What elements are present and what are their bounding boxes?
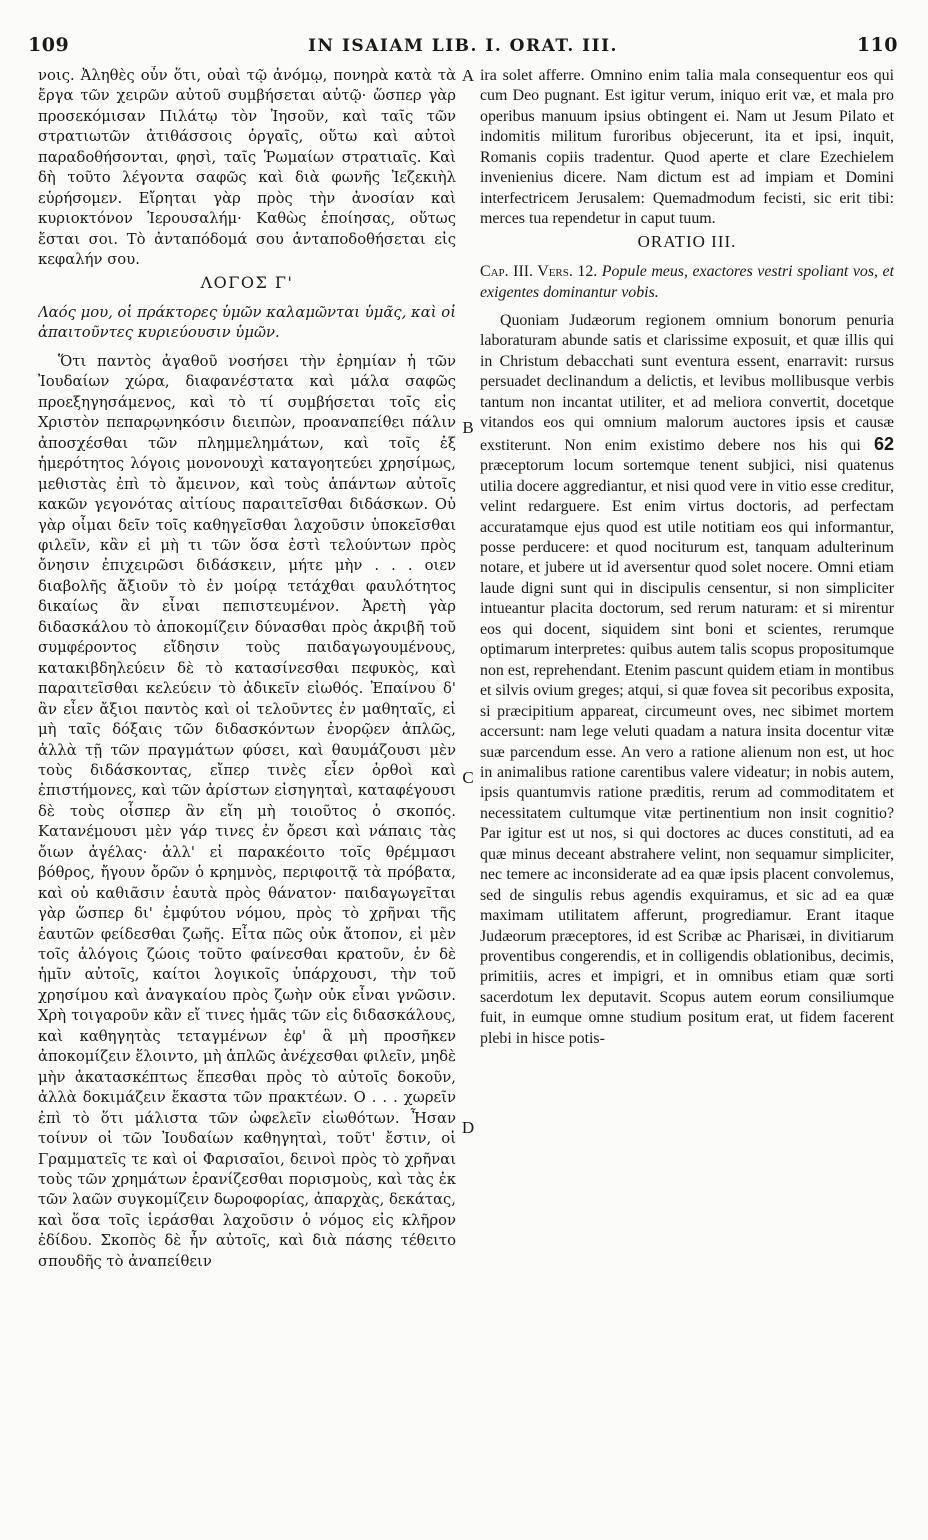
latin-paragraph-2-part-a: Quoniam Judæorum regionem omnium bonorum penuria laboraturam abunde satis et clarissime exposuit, et quæ illis qui in Christum debacchati sunt eventura essent, enarravit: rursus persuadet declinandum a delictis, et levibus mollibusque verbis tantum non incantat utiliter, et ad meliora convertit, docetque vitandos eos qui omnium malorum auctores ipsis et causæ exstiterunt. Non enim existimo debere nos his qui — [480, 311, 894, 454]
latin-paragraph-2-part-b: præceptorum locum sortemque tenent subjici, nisi quatenus utilia docere aggrediantur, et nisi quod vere in vitio esse creditur, velint redarguere. Est enim virtus doctoris, ad perfectam accuratamque ejus quod est utile notitiam eos qui informantur, posse perducere: et quod nociturum est, tanquam adulterinum notare, et jubere ut id aversentur quod solet nocere. Omni etiam laude digni sunt qui in discipulis censentur, si non simpliciter intueantur placita doctorum, sed rerum naturam: et si mirentur eos qui docent, siquidem sint boni et scientes, rerumque optimarum interpretes: quibus autem talis scopus propositumque non est, reprehendant. Etenim pascunt quidem etiam in montibus et silvis ovium greges; atqui, si quæ fovea sit pecoribus exposita, si præcipitium appareat, circumeunt oves, nec sibimet mortem accersunt: nam lege veluti quadam a natura insita docentur vitæ suæ parcendum esse. An vero a ratione alienum non est, ut hoc in animalibus ratione carentibus valere videatur; in nobis autem, ipsis quantumvis ratione præditis, rerum ad commoditatem et necessitatem cultumque vitæ pertinentium non insit cognitio? Par igitur est ut nos, si qui doctores ac duces constituti, ad ea quæ minus deceant abstrahere velint, non sequamur simpliciter, nec temere ac inconsiderate ad ea quæ ipsis placent convolemus, sed de singulis rebus agendis exquiramus, et sic ad ea quæ maximam utilitatem afferunt, progrediamur. Erant itaque Judæorum præceptores, id est Scribæ ac Pharisæi, in divitiarum proventibus congerendis, et in colligendis oblationibus, decimis, primitiis, acres et impigri, et in omnibus etiam quæ sorti sacerdotum lex deputavit. Scopus autem eorum consiliumque fuit, in eumque omne studium positum erat, ut fidem facerent plebi in hisce potis- — [480, 457, 894, 1047]
latin-column — [480, 66, 894, 1500]
latin-lemma-reference: Cap. III. Vers. 12. — [480, 263, 598, 281]
greek-column — [38, 66, 456, 1500]
margin-marker-d: D — [461, 1118, 475, 1137]
running-title: IN ISAIAM LIB. I. ORAT. III. — [308, 36, 618, 56]
margin-marker-a: A — [461, 66, 475, 85]
page-number-right: 110 — [856, 34, 898, 56]
latin-paragraph-2 — [480, 311, 894, 1049]
greek-oration-heading: ΛΟΓΟΣ Γ' — [200, 272, 294, 292]
latin-paragraph-1: ira solet afferre. Omnino enim talia mala consequentur eos qui cum Deo pugnant. Est igitur verum, iniquo erit væ, et mala pro operibus manuum ipsius obtingent ei. Nam ut Jesum Pilato et indomitis militum furoribus objecerunt, ita et ipsi, inquit, Romanis copiis tradentur. Quod aperte et clare Ezechielem invenienius dicere. Nam dictum est ad impiam et Domini interfectricem Jerusalem: Quemadmodum fecisti, sic erit tibi: merces tua rependetur in caput tuum. — [480, 67, 894, 228]
latin-oration-heading: ORATIO III. — [637, 231, 737, 251]
page-number-left: 109 — [28, 34, 70, 56]
margin-marker-c: C — [462, 768, 474, 787]
greek-paragraph-2: Ὅτι παντὸς ἀγαθοῦ νοσήσει τὴν ἐρημίαν ἡ τῶν Ἰουδαίων χώρα, διαφανέστατα καὶ μάλα σαφῶς προεξηγησάμενος, καὶ τὸ τί συμβήσεται τοῖς εἰς Χριστὸν πεπαρῳνηκόσιν διειπὼν, προαναπείθει πάλιν ἀποσχέσθαι τῶν πλημμελημάτων, καὶ τοῖς ἐξ ἡμερότητος λόγοις μονονουχὶ καταγοητεύει χρησίμως, μεθιστὰς ἐπὶ τὸ ἄμεινον, καὶ τοὺς ἁπάντων αὐτοῖς κακῶν γεγονότας αἰτίους παραιτεῖσθαι διδάσκων. Οὐ γὰρ οἶμαι δεῖν τοῖς καθηγεῖσθαι λαχοῦσιν ὑποκεῖσθαι φιλεῖν, κἂν εἰ μὴ τι τῶν ὅσα ἐστὶ τελούντων πρὸς ὄνησιν ἐπιχειρῶσι διδάσκειν, μήτε μὴν . . . οιεν διαβολῆς ἄξιοῦν τὸ ἐν μοίρᾳ τετάχθαι φαυλότητος δικαίως ἂν εἶναι πεπιστευμένον. Ἀρετὴ γὰρ διδασκάλου τὸ ἀποκομίζειν δύνασθαι πρὸς ἀκριβῆ τοῦ συμφέροντος εἴδησιν τοὺς παιδαγωγουμένους, κατακιβδηλεύειν δὲ τὸ κατασίνεσθαι πεφυκὸς, καὶ παραιτεῖσθαι κελεύειν τὸ ἀδικεῖν εἰωθός. Ἐπαίνου δ' ἂν εἶεν ἄξιοι παντὸς καὶ οἱ τελοῦντες ἐν μαθηταῖς, εἰ μὴ ταῖς δόξαις τῶν διδασκόντων ἐνορῷεν ἁπλῶς, ἀλλὰ τῇ τῶν πραγμάτων φύσει, καὶ θαυμάζουσι μὲν τοὺς διδάσκοντας, εἴπερ τινὲς εἶεν ὀρθοὶ καὶ ἐπιστήμονες, καὶ τῶν ἀρίστων εἰσηγηταὶ, καταφέγουσι δὲ τοὺς οἷσπερ ἂν εἴη μὴ τοιοῦτος ὁ σκοπός. Κατανέμουσι μὲν γάρ τινες ἐν ὄρεσι καὶ νάπαις τὰς ὄιων ἀγέλας· ἀλλ' εἰ παρακέοιτο τοῖς θρέμμασι βόθρος, ἤγουν ὄρῶν ὁ κρημνὸς, περιφοιτᾷ τὰ πρόβατα, καὶ οὐ καθιᾶσιν ἑαυτὰ πρὸς θάνατον· παιδαγωγεῖται γὰρ ὥσπερ δι' ἐμφύτου νόμου, πρὸς τὸ χρῆναι τῆς ἑαυτῶν φείδεσθαι ζωῆς. Εἶτα πῶς οὐκ ἄτοπον, εἰ μὲν τοῖς ἀλόγοις ζώοις τοῦτο φαίνεσθαι κρατοῦν, ἐν δὲ ἡμῖν αὐτοῖς, καίτοι λογικοῖς ὑπάρχουσι, τὴν τοῦ χρησίμου καὶ ἀναγκαίου πρὸς ζωὴν οὐκ εἶναι γνῶσιν. Χρὴ τοιγαροῦν κἂν εἴ τινες ἡμᾶς τῶν εἰς διδασκάλους, καὶ καθηγητὰς τεταγμένων ἐφ' ἃ μὴ προσῆκεν ἀποκομίζειν ἕλοιντο, μὴ ἁπλῶς ἀνέχεσθαι φιλεῖν, μηδὲ μὴν ἀκατασκέπτως ἕπεσθαι πρὸς τὸ αὐτοῖς δοκοῦν, ἀλλὰ δοκιμάζειν ἕκαστα τῶν πρακτέων. Ο . . . χωρεῖν ἐπὶ τὸ ὅτι μάλιστα τῶν ὠφελεῖν εἰωθότων. Ἦσαν τοίνυν οἱ τῶν Ἰουδαίων καθηγηταὶ, τοῦτ' ἔστιν, οἱ Γραμματεῖς τε καὶ οἱ Φαρισαῖοι, δεινοὶ πρὸς τὸ χρῆναι τοὺς τῶν χρημάτων ἐρανίζεσθαι πορισμοὺς, καὶ τὰς ἐκ τῶν λαῶν συγκομίζειν δωροφορίας, ἀπαρχὰς, δεκάτας, καὶ ὅσα τοῖς ἱεράσθαι λαχοῦσιν ὁ νόμος εἰς κλῆρον ἐδίδου. Σκοπὸς δὲ ἦν αὐτοῖς, καὶ διὰ πάσης τέθειτο σπουδῆς τὸ ἀναπείθειν — [38, 352, 456, 1270]
latin-lemma — [480, 262, 894, 303]
page-header — [28, 34, 898, 60]
greek-lemma: Λαός μου, οἱ πράκτορες ὑμῶν καλαμῶνται ὑμᾶς, καὶ οἱ ἀπαιτοῦντες κυριεύουσιν ὑμῶν. — [38, 303, 456, 342]
margin-marker-b: B — [462, 418, 474, 437]
latin-lemma-text: Popule meus, exactores vestri spoliant vos, et exigentes dominantur vobis. — [480, 263, 894, 301]
greek-paragraph-1: νοις. Ἀληθὲς οὖν ὅτι, οὐαὶ τῷ ἀνόμῳ, πονηρὰ κατὰ τὰ ἔργα τῶν χειρῶν αὐτοῦ συμβήσεται αὐτῷ· ὥσπερ γὰρ προσεκόμισαν Πιλάτῳ τὸν Ἰησοῦν, καὶ ταῖς τῶν στρατιωτῶν ἀτιθάσσοις ὀργαῖς, οὕτω καὶ αὐτοὶ παραδοθήσονται, φησὶ, ταῖς Ῥωμαίων στρατιαῖς. Καὶ δὴ τοῦτο λέγοντα σαφῶς καὶ διὰ φωνῆς Ἰεζεκιὴλ εὑρήσομεν. Εἴρηται γὰρ πρὸς τὴν ἀνοσίαν καὶ κυριοκτόνον Ἱερουσαλήμ· Καθὼς ἐποίησας, οὕτως ἔσται σοι. Τὸ ἀνταπόδομά σου ἀνταποδοθήσεται εἰς κεφαλήν σου. — [38, 67, 456, 269]
migne-column-number: 62 — [873, 433, 894, 454]
